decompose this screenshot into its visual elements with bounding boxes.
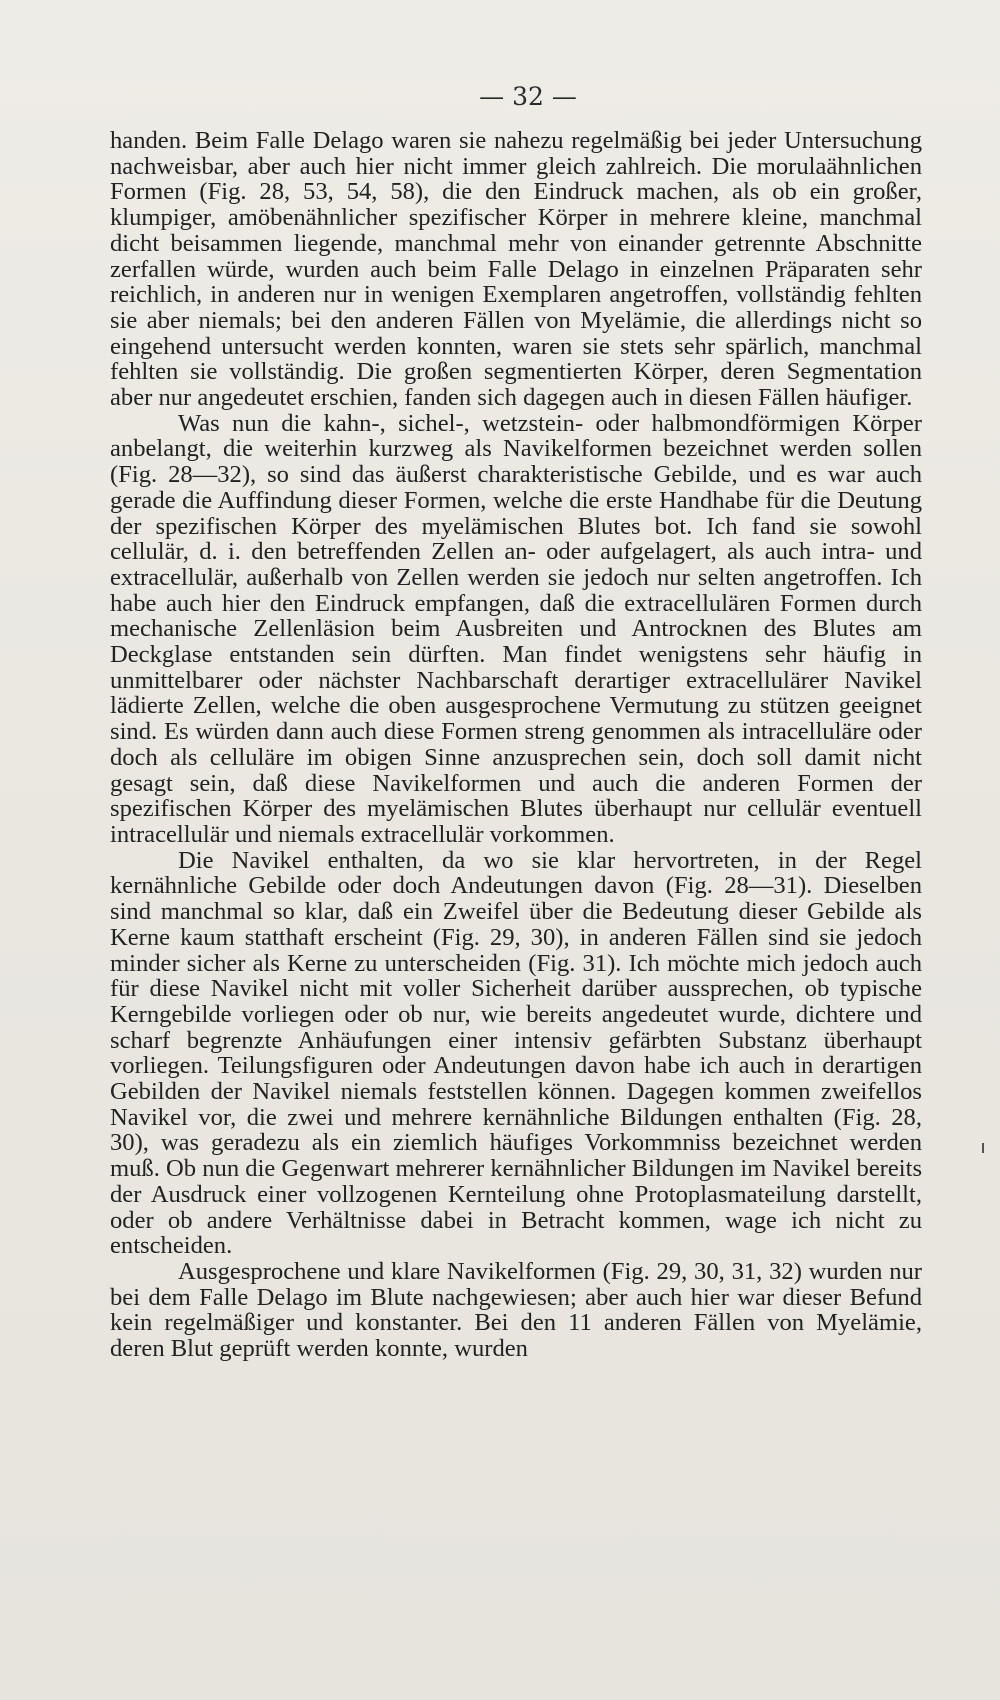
paragraph-3: Die Navikel enthalten, da wo sie klar hervortreten, in der Regel kernähnliche Gebilde oder doch Andeutungen davon (Fig. 28—31). Dieselben sind manchmal so klar, daß ein Zweifel über die Bedeutung dieser Gebilde als Kerne kaum statthaft erscheint (Fig. 29, 30), in anderen Fällen sind sie jedoch minder sicher als Kerne zu unterscheiden (Fig. 31). Ich möchte mich jedoch auch für diese Navikel nicht mit voller Sicherheit darüber aussprechen, ob typische Kerngebilde vorliegen oder ob nur, wie bereits angedeutet wurde, dichtere und scharf begrenzte Anhäufungen einer intensiv gefärbten Substanz überhaupt vorliegen. Teilungsfiguren oder Andeutungen davon habe ich auch in derartigen Gebilden der Navikel niemals feststellen können. Dagegen kommen zweifellos Navikel vor, die zwei und mehrere kernähnliche Bildungen enthalten (Fig. 28, 30), was geradezu als ein ziemlich häufiges Vorkommniss bezeichnet werden muß. Ob nun die Gegenwart mehrerer kernähnlicher Bildungen im Navikel bereits der Ausdruck einer vollzogenen Kernteilung ohne Protoplasmateilung darstellt, oder ob andere Verhältnisse dabei in Betracht kommen, wage ich nicht zu entscheiden. bbox=[110, 846, 923, 1260]
paragraph-1: handen. Beim Falle Delago waren sie nahezu regelmäßig bei jeder Untersuchung nachweisbar, aber auch hier nicht immer gleich zahlreich. Die morulaähnlichen Formen (Fig. 28, 53, 54, 58), die den Eindruck machen, als ob ein großer, klumpiger, amöbenähnlicher spezifischer Körper in mehrere kleine, manchmal dicht beisammen liegende, manchmal mehr von einander getrennte Abschnitte zerfallen würde, wurden auch beim Falle Delago in einzelnen Präparaten sehr reichlich, in anderen nur in wenigen Exemplaren angetroffen, vollständig fehlten sie aber niemals; bei den anderen Fällen von Myelämie, die allerdings nicht so eingehend untersucht werden konnten, waren sie stets sehr spärlich, manchmal fehlten sie vollständig. Die großen segmentierten Körper, deren Segmentation aber nur angedeutet erschien, fanden sich dagegen auch in diesen Fällen häufiger. bbox=[110, 127, 922, 412]
margin-mark bbox=[982, 1143, 984, 1153]
paragraph-4: Ausgesprochene und klare Navikelformen (Fig. 29, 30, 31, 32) wurden nur bei dem Falle Delago im Blute nachgewiesen; aber auch hier war dieser Befund kein regelmäßiger und konstanter. Bei den 11 anderen Fällen von Myelämie, deren Blut geprüft werden konnte, wurden bbox=[110, 1257, 922, 1363]
page-number: — 32 — bbox=[479, 82, 577, 111]
body-text bbox=[110, 128, 922, 1362]
paragraph-2: Was nun die kahn-, sichel-, wetzstein- oder halbmondförmigen Körper anbelangt, die weiterhin kurzweg als Navikelformen bezeichnet werden sollen (Fig. 28—32), so sind das äußerst charakteristische Gebilde, und es war auch gerade die Auffindung dieser Formen, welche die erste Handhabe für die Deutung der spezifischen Körper des myelämischen Blutes bot. Ich fand sie sowohl cellulär, d. i. den betreffenden Zellen an- oder aufgelagert, als auch intra- und extracellulär, außerhalb von Zellen werden sie jedoch nur selten angetroffen. Ich habe auch hier den Eindruck empfangen, daß die extracellulären Formen durch mechanische Zellenläsion beim Ausbreiten und Antrocknen des Blutes am Deckglase entstanden sein dürften. Man findet wenigstens sehr häufig in unmittelbarer oder nächster Nachbarschaft derartiger extracellulärer Navikel lädierte Zellen, welche die oben ausgesprochene Vermutung zu stützen geeignet sind. Es würden dann auch diese Formen streng genommen als intracelluläre oder doch als celluläre im obigen Sinne anzusprechen sein, doch soll damit nicht gesagt sein, daß diese Navikelformen und auch die anderen Formen der spezifischen Körper des myelämischen Blutes überhaupt nur cellulär eventuell intracellulär und niemals extracellulär vorkommen. bbox=[110, 409, 922, 848]
